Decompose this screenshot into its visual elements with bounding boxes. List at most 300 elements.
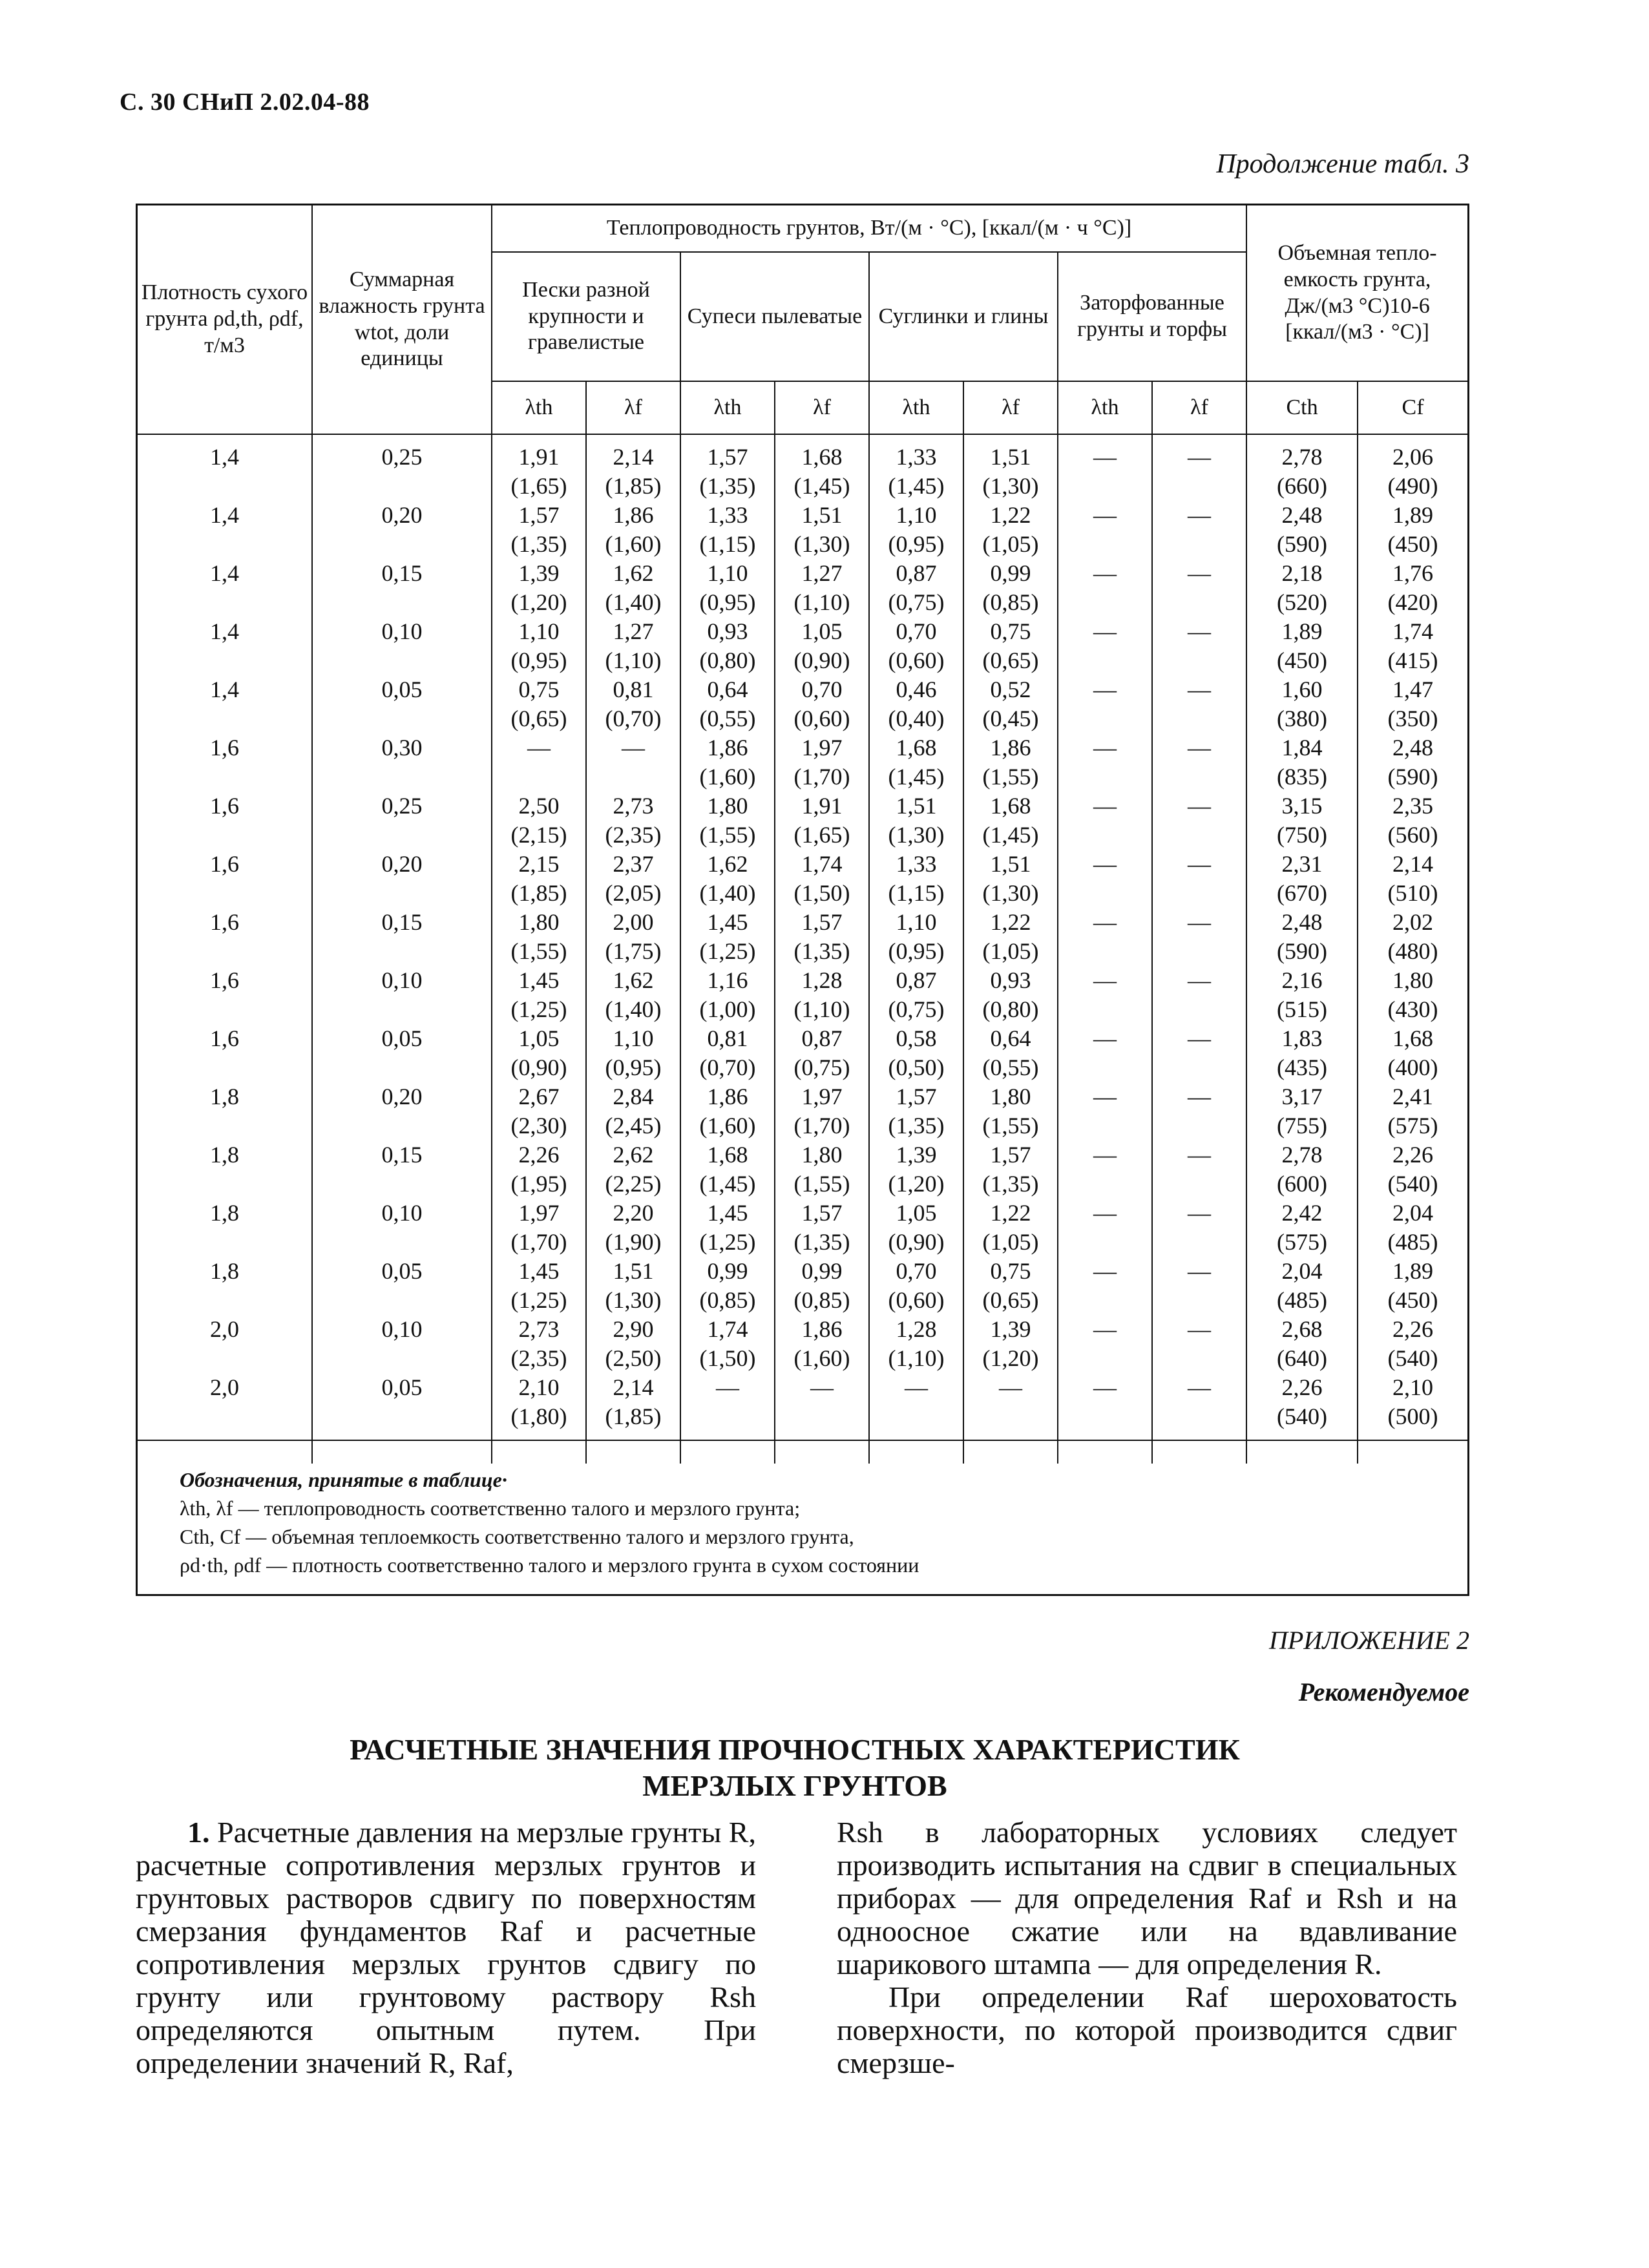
cell-si-value: —	[1093, 851, 1117, 877]
cell-kcal-value	[965, 1402, 1056, 1431]
cell-value-pair	[869, 1257, 963, 1315]
cell-value-pair	[586, 1024, 680, 1082]
cell-value: 1,8	[210, 1084, 239, 1109]
cell-density	[138, 1024, 312, 1082]
cell-kcal-value: (1,40)	[605, 996, 662, 1022]
cell-si-value: —	[1093, 677, 1117, 702]
cell-kcal-value: (835)	[1277, 764, 1328, 790]
cell-value: 0,30	[381, 735, 423, 761]
cell-si-value: 1,91	[801, 793, 843, 819]
cell-si-value: 2,16	[1281, 967, 1323, 993]
cell-si-value: 1,33	[896, 851, 937, 877]
cell-density	[138, 908, 312, 966]
cell-kcal-value	[1060, 879, 1150, 908]
cell-value-pair	[869, 675, 963, 733]
cell-kcal-value: (1,10)	[793, 996, 850, 1022]
cell-value-pair	[869, 1082, 963, 1140]
cell-value-pair	[869, 1199, 963, 1257]
cell-si-value: 1,10	[613, 1025, 654, 1051]
cell-kcal-value: (510)	[1387, 880, 1438, 906]
header-soil-peats: Заторфованные грунты и торфы	[1058, 252, 1246, 381]
header-c-th: Cth	[1246, 381, 1358, 434]
cell-value-pair	[1152, 792, 1246, 850]
cell-si-value: 1,74	[1392, 618, 1434, 644]
cell-kcal-value: (0,85)	[982, 589, 1039, 615]
cell-value-pair	[775, 1199, 869, 1257]
cell-si-value: 2,26	[518, 1142, 560, 1168]
cell-value-pair	[963, 675, 1058, 733]
cell-si-value: 1,89	[1392, 1258, 1434, 1284]
cell-kcal-value: (1,45)	[793, 473, 850, 499]
cell-value-pair	[1246, 434, 1358, 501]
cell-value-pair	[775, 675, 869, 733]
cell-si-value: —	[1188, 444, 1212, 470]
cell-value: 0,05	[381, 1374, 423, 1400]
cell-value-pair	[1152, 559, 1246, 617]
body-column-left	[136, 1816, 756, 2079]
cell-kcal-value: (1,55)	[982, 764, 1039, 790]
cell-value-pair	[680, 850, 775, 908]
cell-si-value: —	[1188, 1084, 1212, 1109]
cell-value-pair	[775, 434, 869, 501]
table-row	[138, 1257, 1467, 1315]
cell-value: 1,8	[210, 1200, 239, 1226]
cell-si-value: 1,86	[801, 1316, 843, 1342]
cell-kcal-value: (420)	[1387, 589, 1438, 615]
cell-si-value: 2,73	[613, 793, 654, 819]
table-row	[138, 1199, 1467, 1257]
cell-value-pair	[586, 733, 680, 792]
cell-si-value: 2,14	[1392, 851, 1434, 877]
cell-si-value: —	[1093, 502, 1117, 528]
cell-value: 0,15	[381, 560, 423, 586]
cell-kcal-value	[588, 762, 678, 792]
cell-si-value: 1,89	[1281, 618, 1323, 644]
cell-kcal-value: (1,25)	[699, 938, 756, 964]
cell-kcal-value: (1,40)	[699, 880, 756, 906]
cell-density	[138, 559, 312, 617]
cell-value-pair	[1358, 1140, 1467, 1199]
cell-si-value: 2,20	[613, 1200, 654, 1226]
cell-value-pair	[869, 1373, 963, 1464]
cell-kcal-value: (2,50)	[605, 1345, 662, 1371]
cell-si-value: —	[1093, 444, 1117, 470]
cell-kcal-value: (1,75)	[605, 938, 662, 964]
cell-value-pair	[775, 733, 869, 792]
cell-si-value: —	[1188, 909, 1212, 935]
cell-si-value: 3,15	[1281, 793, 1323, 819]
header-soil-sandy-loams: Супеси пылеватые	[680, 252, 869, 381]
cell-si-value: —	[1093, 1084, 1117, 1109]
cell-value-pair	[492, 617, 586, 675]
cell-si-value: —	[1188, 1142, 1212, 1168]
header-c-f: Cf	[1358, 381, 1467, 434]
cell-kcal-value	[1060, 1402, 1150, 1431]
cell-si-value: 2,14	[613, 444, 654, 470]
header-density	[138, 205, 312, 434]
cell-value-pair	[492, 1140, 586, 1199]
cell-kcal-value: (1,30)	[982, 473, 1039, 499]
cell-value-pair	[1246, 908, 1358, 966]
table-row	[138, 617, 1467, 675]
legend-line-density: ρd·th, ρdf — плотность соответственно талого и мерзлого грунта в сухом состоянии	[180, 1553, 919, 1577]
cell-kcal-value	[1060, 762, 1150, 792]
cell-si-value: 1,60	[1281, 677, 1323, 702]
cell-moisture	[312, 1315, 492, 1373]
cell-si-value: 0,87	[896, 967, 937, 993]
table-row	[138, 1024, 1467, 1082]
cell-kcal-value: (1,70)	[510, 1229, 567, 1255]
body-column-right	[837, 1816, 1457, 2079]
header-lambda-th: λth	[1058, 381, 1152, 434]
cell-value-pair	[492, 733, 586, 792]
cell-value: 1,6	[210, 1025, 239, 1051]
cell-kcal-value	[1154, 472, 1245, 501]
legend-title: Обозначения, принятые в таблице·	[180, 1468, 507, 1491]
cell-kcal-value: (1,80)	[510, 1403, 567, 1429]
cell-si-value: 3,17	[1281, 1084, 1323, 1109]
cell-value-pair	[586, 1315, 680, 1373]
table-row	[138, 908, 1467, 966]
cell-value-pair	[963, 1199, 1058, 1257]
cell-si-value: 1,97	[801, 735, 843, 761]
cell-si-value: —	[1188, 677, 1212, 702]
cell-value-pair	[869, 792, 963, 850]
cell-si-value: 2,48	[1281, 909, 1323, 935]
cell-kcal-value: (1,60)	[699, 764, 756, 790]
table-body	[138, 434, 1467, 1464]
body-paragraph-1	[136, 1816, 756, 2079]
cell-si-value: 1,86	[990, 735, 1031, 761]
cell-kcal-value: (590)	[1387, 764, 1438, 790]
cell-si-value: 2,73	[518, 1316, 560, 1342]
cell-kcal-value: (1,30)	[888, 822, 945, 848]
section-title-line-1: РАСЧЕТНЫЕ ЗНАЧЕНИЯ ПРОЧНОСТНЫХ ХАРАКТЕРИСТИК	[350, 1733, 1240, 1766]
cell-value: 0,15	[381, 909, 423, 935]
cell-value-pair	[586, 617, 680, 675]
cell-value-pair	[775, 1140, 869, 1199]
cell-value-pair	[1058, 1257, 1152, 1315]
cell-si-value: 1,27	[801, 560, 843, 586]
header-lambda-th: λth	[680, 381, 775, 434]
cell-si-value: 1,83	[1281, 1025, 1323, 1051]
cell-kcal-value: (2,30)	[510, 1113, 567, 1139]
cell-value-pair	[1152, 434, 1246, 501]
cell-moisture	[312, 966, 492, 1024]
cell-si-value: —	[1093, 618, 1117, 644]
cell-kcal-value: (0,45)	[982, 706, 1039, 731]
cell-kcal-value: (515)	[1277, 996, 1328, 1022]
cell-value-pair	[775, 1315, 869, 1373]
cell-kcal-value: (1,45)	[888, 473, 945, 499]
cell-si-value: 1,22	[990, 909, 1031, 935]
cell-value-pair	[1058, 559, 1152, 617]
cell-value-pair	[1358, 1315, 1467, 1373]
cell-value-pair	[1152, 850, 1246, 908]
cell-kcal-value: (0,85)	[699, 1287, 756, 1313]
cell-si-value: 0,99	[990, 560, 1031, 586]
header-lambda-f: λf	[775, 381, 869, 434]
cell-kcal-value	[1060, 704, 1150, 733]
header-heat-capacity-group	[1246, 205, 1467, 381]
cell-value-pair	[1152, 1373, 1246, 1464]
cell-si-value: —	[716, 1374, 739, 1400]
cell-value-pair	[869, 559, 963, 617]
cell-value-pair	[492, 1257, 586, 1315]
cell-kcal-value: (2,25)	[605, 1171, 662, 1197]
cell-value-pair	[963, 1140, 1058, 1199]
cell-kcal-value: (560)	[1387, 822, 1438, 848]
cell-value-pair	[1358, 733, 1467, 792]
cell-kcal-value: (1,70)	[793, 764, 850, 790]
cell-value-pair	[492, 1373, 586, 1464]
cell-value-pair	[492, 966, 586, 1024]
cell-si-value: 1,80	[1392, 967, 1434, 993]
cell-kcal-value: (575)	[1387, 1113, 1438, 1139]
cell-value-pair	[963, 733, 1058, 792]
cell-value-pair	[869, 1024, 963, 1082]
cell-kcal-value	[1060, 1286, 1150, 1315]
cell-si-value: —	[1188, 502, 1212, 528]
cell-value-pair	[1246, 617, 1358, 675]
cell-kcal-value	[1060, 588, 1150, 617]
cell-value-pair	[492, 1199, 586, 1257]
cell-value-pair	[680, 501, 775, 559]
table-continuation-label: Продолжение табл. 3	[1216, 149, 1469, 179]
cell-si-value: 0,58	[896, 1025, 937, 1051]
cell-density	[138, 1257, 312, 1315]
cell-value-pair	[1058, 1140, 1152, 1199]
cell-si-value: 1,45	[518, 1258, 560, 1284]
cell-kcal-value: (1,30)	[605, 1287, 662, 1313]
cell-value-pair	[1246, 1373, 1358, 1464]
cell-kcal-value: (0,90)	[510, 1055, 567, 1080]
cell-si-value: 0,87	[801, 1025, 843, 1051]
cell-si-value: 1,62	[613, 560, 654, 586]
appendix-label: ПРИЛОЖЕНИЕ 2	[1269, 1626, 1469, 1655]
cell-si-value: 1,57	[707, 444, 748, 470]
cell-density	[138, 434, 312, 501]
cell-value-pair	[963, 617, 1058, 675]
cell-si-value: 2,48	[1392, 735, 1434, 761]
cell-value-pair	[1058, 1082, 1152, 1140]
cell-si-value: 2,68	[1281, 1316, 1323, 1342]
cell-kcal-value: (540)	[1387, 1171, 1438, 1197]
cell-si-value: —	[1093, 735, 1117, 761]
cell-kcal-value: (1,35)	[888, 1113, 945, 1139]
cell-value-pair	[775, 1257, 869, 1315]
cell-kcal-value: (0,65)	[982, 1287, 1039, 1313]
cell-kcal-value: (2,35)	[605, 822, 662, 848]
body-paragraph-2: При определении Raf шероховатость поверхности, по которой производится сдвиг смерзше-	[837, 1980, 1457, 2079]
cell-si-value: 2,14	[613, 1374, 654, 1400]
cell-kcal-value: (1,85)	[605, 1403, 662, 1429]
cell-kcal-value: (590)	[1277, 531, 1328, 557]
cell-kcal-value: (415)	[1387, 647, 1438, 673]
cell-si-value: 1,57	[801, 1200, 843, 1226]
cell-value: 0,25	[381, 793, 423, 819]
cell-kcal-value: (600)	[1277, 1171, 1328, 1197]
cell-value-pair	[963, 1315, 1058, 1373]
cell-kcal-value: (500)	[1387, 1403, 1438, 1429]
cell-kcal-value	[1154, 1344, 1245, 1373]
cell-value-pair	[963, 1024, 1058, 1082]
cell-si-value: 0,75	[990, 1258, 1031, 1284]
cell-value: 1,6	[210, 967, 239, 993]
cell-si-value: 1,84	[1281, 735, 1323, 761]
cell-si-value: 2,04	[1392, 1200, 1434, 1226]
cell-si-value: 2,35	[1392, 793, 1434, 819]
cell-value-pair	[1358, 966, 1467, 1024]
cell-value-pair	[586, 908, 680, 966]
cell-value-pair	[1152, 1199, 1246, 1257]
cell-value-pair	[492, 501, 586, 559]
cell-kcal-value: (0,65)	[510, 706, 567, 731]
cell-si-value: 1,74	[707, 1316, 748, 1342]
cell-value-pair	[680, 1373, 775, 1464]
cell-si-value: 1,27	[613, 618, 654, 644]
cell-si-value: 2,18	[1281, 560, 1323, 586]
cell-si-value: —	[1188, 851, 1212, 877]
cell-si-value: 2,31	[1281, 851, 1323, 877]
cell-kcal-value: (575)	[1277, 1229, 1328, 1255]
cell-kcal-value: (0,60)	[888, 647, 945, 673]
cell-density	[138, 1082, 312, 1140]
cell-density	[138, 1315, 312, 1373]
header-conductivity-group	[492, 205, 1246, 252]
cell-moisture	[312, 908, 492, 966]
cell-si-value: 1,22	[990, 502, 1031, 528]
cell-si-value: 1,51	[990, 444, 1031, 470]
cell-si-value: 1,68	[801, 444, 843, 470]
cell-value: 1,4	[210, 677, 239, 702]
cell-kcal-value: (750)	[1277, 822, 1328, 848]
cell-value-pair	[1246, 675, 1358, 733]
cell-kcal-value: (1,50)	[793, 880, 850, 906]
cell-value-pair	[869, 434, 963, 501]
cell-si-value: 1,80	[707, 793, 748, 819]
cell-value: 2,0	[210, 1374, 239, 1400]
cell-kcal-value: (1,25)	[699, 1229, 756, 1255]
cell-moisture	[312, 434, 492, 501]
header-soil-sands: Пески разной крупности и гравелистые	[492, 252, 680, 381]
cell-si-value: 1,10	[896, 502, 937, 528]
cell-value-pair	[963, 966, 1058, 1024]
cell-si-value: —	[1188, 793, 1212, 819]
cell-si-value: 2,06	[1392, 444, 1434, 470]
cell-value-pair	[775, 1082, 869, 1140]
cell-kcal-value	[1060, 1053, 1150, 1082]
cell-value-pair	[775, 792, 869, 850]
cell-si-value: 0,75	[518, 677, 560, 702]
cell-si-value: 1,51	[801, 502, 843, 528]
paragraph-number: 1.	[187, 1816, 210, 1849]
cell-kcal-value	[1154, 937, 1245, 966]
cell-kcal-value: (0,70)	[605, 706, 662, 731]
cell-si-value: —	[1093, 909, 1117, 935]
cell-kcal-value	[1154, 1170, 1245, 1199]
cell-value: 1,6	[210, 909, 239, 935]
cell-value-pair	[680, 1082, 775, 1140]
cell-kcal-value: (0,50)	[888, 1055, 945, 1080]
cell-kcal-value: (450)	[1277, 647, 1328, 673]
cell-value-pair	[1058, 966, 1152, 1024]
cell-density	[138, 850, 312, 908]
cell-kcal-value	[682, 1402, 773, 1431]
cell-kcal-value: (1,25)	[510, 1287, 567, 1313]
cell-value-pair	[680, 733, 775, 792]
cell-si-value: 0,52	[990, 677, 1031, 702]
cell-kcal-value: (430)	[1387, 996, 1438, 1022]
cell-kcal-value: (1,35)	[793, 1229, 850, 1255]
cell-si-value: —	[1188, 1316, 1212, 1342]
cell-kcal-value	[1154, 646, 1245, 675]
cell-value-pair	[869, 908, 963, 966]
cell-value-pair	[680, 908, 775, 966]
cell-value: 0,20	[381, 851, 423, 877]
cell-si-value: 1,91	[518, 444, 560, 470]
cell-value: 1,4	[210, 560, 239, 586]
cell-value-pair	[586, 434, 680, 501]
header-lambda-f: λf	[586, 381, 680, 434]
cell-value-pair	[775, 1373, 869, 1464]
cell-kcal-value	[1060, 1170, 1150, 1199]
cell-si-value: 1,74	[801, 851, 843, 877]
cell-si-value: 1,10	[707, 560, 748, 586]
cell-value-pair	[586, 501, 680, 559]
table-row	[138, 1315, 1467, 1373]
cell-moisture	[312, 850, 492, 908]
cell-kcal-value: (1,85)	[510, 880, 567, 906]
cell-value: 1,6	[210, 735, 239, 761]
cell-si-value: 1,51	[896, 793, 937, 819]
cell-value-pair	[492, 1315, 586, 1373]
cell-si-value: 1,97	[518, 1200, 560, 1226]
cell-si-value: 2,41	[1392, 1084, 1434, 1109]
cell-kcal-value: (0,55)	[699, 706, 756, 731]
legend-divider	[138, 1440, 1467, 1441]
cell-kcal-value: (0,90)	[888, 1229, 945, 1255]
cell-si-value: 0,99	[707, 1258, 748, 1284]
body-paragraph-1-continued: Rsh в лабораторных условиях следует производить испытания на сдвиг в специальных приборах — для определения Raf и Rsh и на одноосное сжатие или на вдавливание шарикового штампа — для определения R.	[837, 1816, 1457, 1980]
cell-value-pair	[680, 1199, 775, 1257]
cell-value-pair	[1358, 1257, 1467, 1315]
cell-kcal-value: (1,35)	[793, 938, 850, 964]
cell-si-value: 0,70	[896, 1258, 937, 1284]
cell-kcal-value: (1,45)	[888, 764, 945, 790]
cell-value-pair	[492, 675, 586, 733]
cell-kcal-value	[1060, 530, 1150, 559]
cell-si-value: 2,67	[518, 1084, 560, 1109]
cell-kcal-value: (1,40)	[605, 589, 662, 615]
cell-si-value: 1,45	[707, 909, 748, 935]
cell-kcal-value: (1,25)	[510, 996, 567, 1022]
cell-density	[138, 675, 312, 733]
cell-kcal-value: (0,85)	[793, 1287, 850, 1313]
legend-line-conductivity: λth, λf — теплопроводность соответственно талого и мерзлого грунта;	[180, 1496, 801, 1520]
cell-si-value: 2,62	[613, 1142, 654, 1168]
table-row	[138, 733, 1467, 792]
cell-kcal-value: (520)	[1277, 589, 1328, 615]
cell-si-value: 1,86	[707, 1084, 748, 1109]
cell-value-pair	[869, 1315, 963, 1373]
cell-value-pair	[1246, 1082, 1358, 1140]
cell-kcal-value: (755)	[1277, 1113, 1328, 1139]
cell-value: 0,15	[381, 1142, 423, 1168]
cell-si-value: 1,05	[518, 1025, 560, 1051]
cell-kcal-value	[1154, 704, 1245, 733]
cell-si-value: 1,57	[990, 1142, 1031, 1168]
